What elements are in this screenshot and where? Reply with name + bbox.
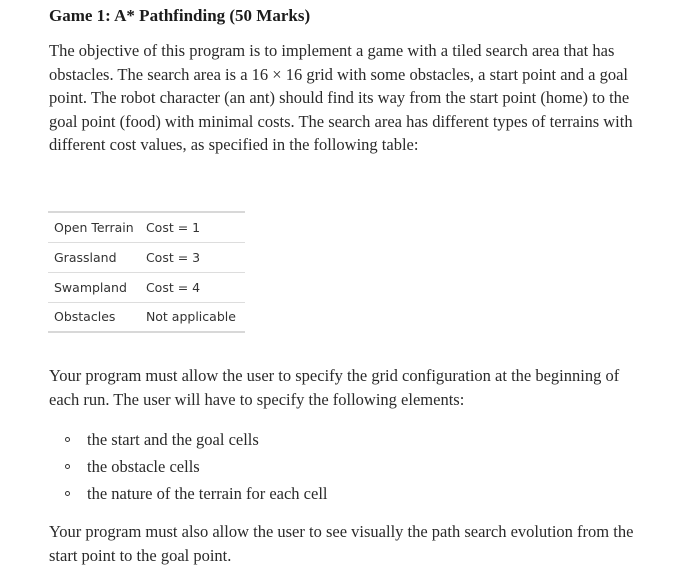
final-paragraph: Your program must also allow the user to see visually the path search evolution from the start point to the goal point. [49, 522, 634, 565]
table-row [48, 302, 245, 332]
terrain-cost-table [48, 211, 245, 333]
terrain-cell: Open Terrain [54, 219, 134, 235]
list-item-text: the start and the goal cells [87, 430, 259, 449]
terrain-cell: Obstacles [54, 309, 116, 325]
cost-cell: Not applicable [145, 309, 236, 325]
cost-cell: Cost = 1 [145, 219, 201, 235]
table-row [48, 272, 245, 302]
page-title: Game 1: A* Pathfinding (50 Marks) [49, 6, 311, 25]
cost-cell: Cost = 3 [145, 249, 201, 265]
hollow-circle-icon [65, 464, 70, 469]
cost-cell: Cost = 4 [145, 279, 201, 295]
config-paragraph: Your program must allow the user to specify the grid configuration at the beginning of each run. The user will have to specify the following elements: [49, 366, 620, 409]
list-item-text: the nature of the terrain for each cell [87, 484, 328, 503]
hollow-circle-icon [65, 491, 70, 496]
list-item [49, 482, 328, 509]
table-row [48, 212, 245, 242]
terrain-cell: Swampland [54, 279, 127, 295]
hollow-circle-icon [65, 437, 70, 442]
list-item [49, 455, 328, 482]
list-item-text: the obstacle cells [87, 457, 200, 476]
table-row [48, 242, 245, 272]
list-item [49, 428, 328, 455]
intro-paragraph: The objective of this program is to implement a game with a tiled search area that has obstacles. The search area is a 16 × 16 grid with some obstacles, a start point and a goal point. The robot character (an ant) should find its way from the start point (home) to the goal point (food) with minimal costs. The search area has different types of terrains with different cost values, as specified in the following table: [49, 41, 633, 155]
config-list [49, 428, 328, 509]
terrain-cell: Grassland [54, 249, 117, 265]
